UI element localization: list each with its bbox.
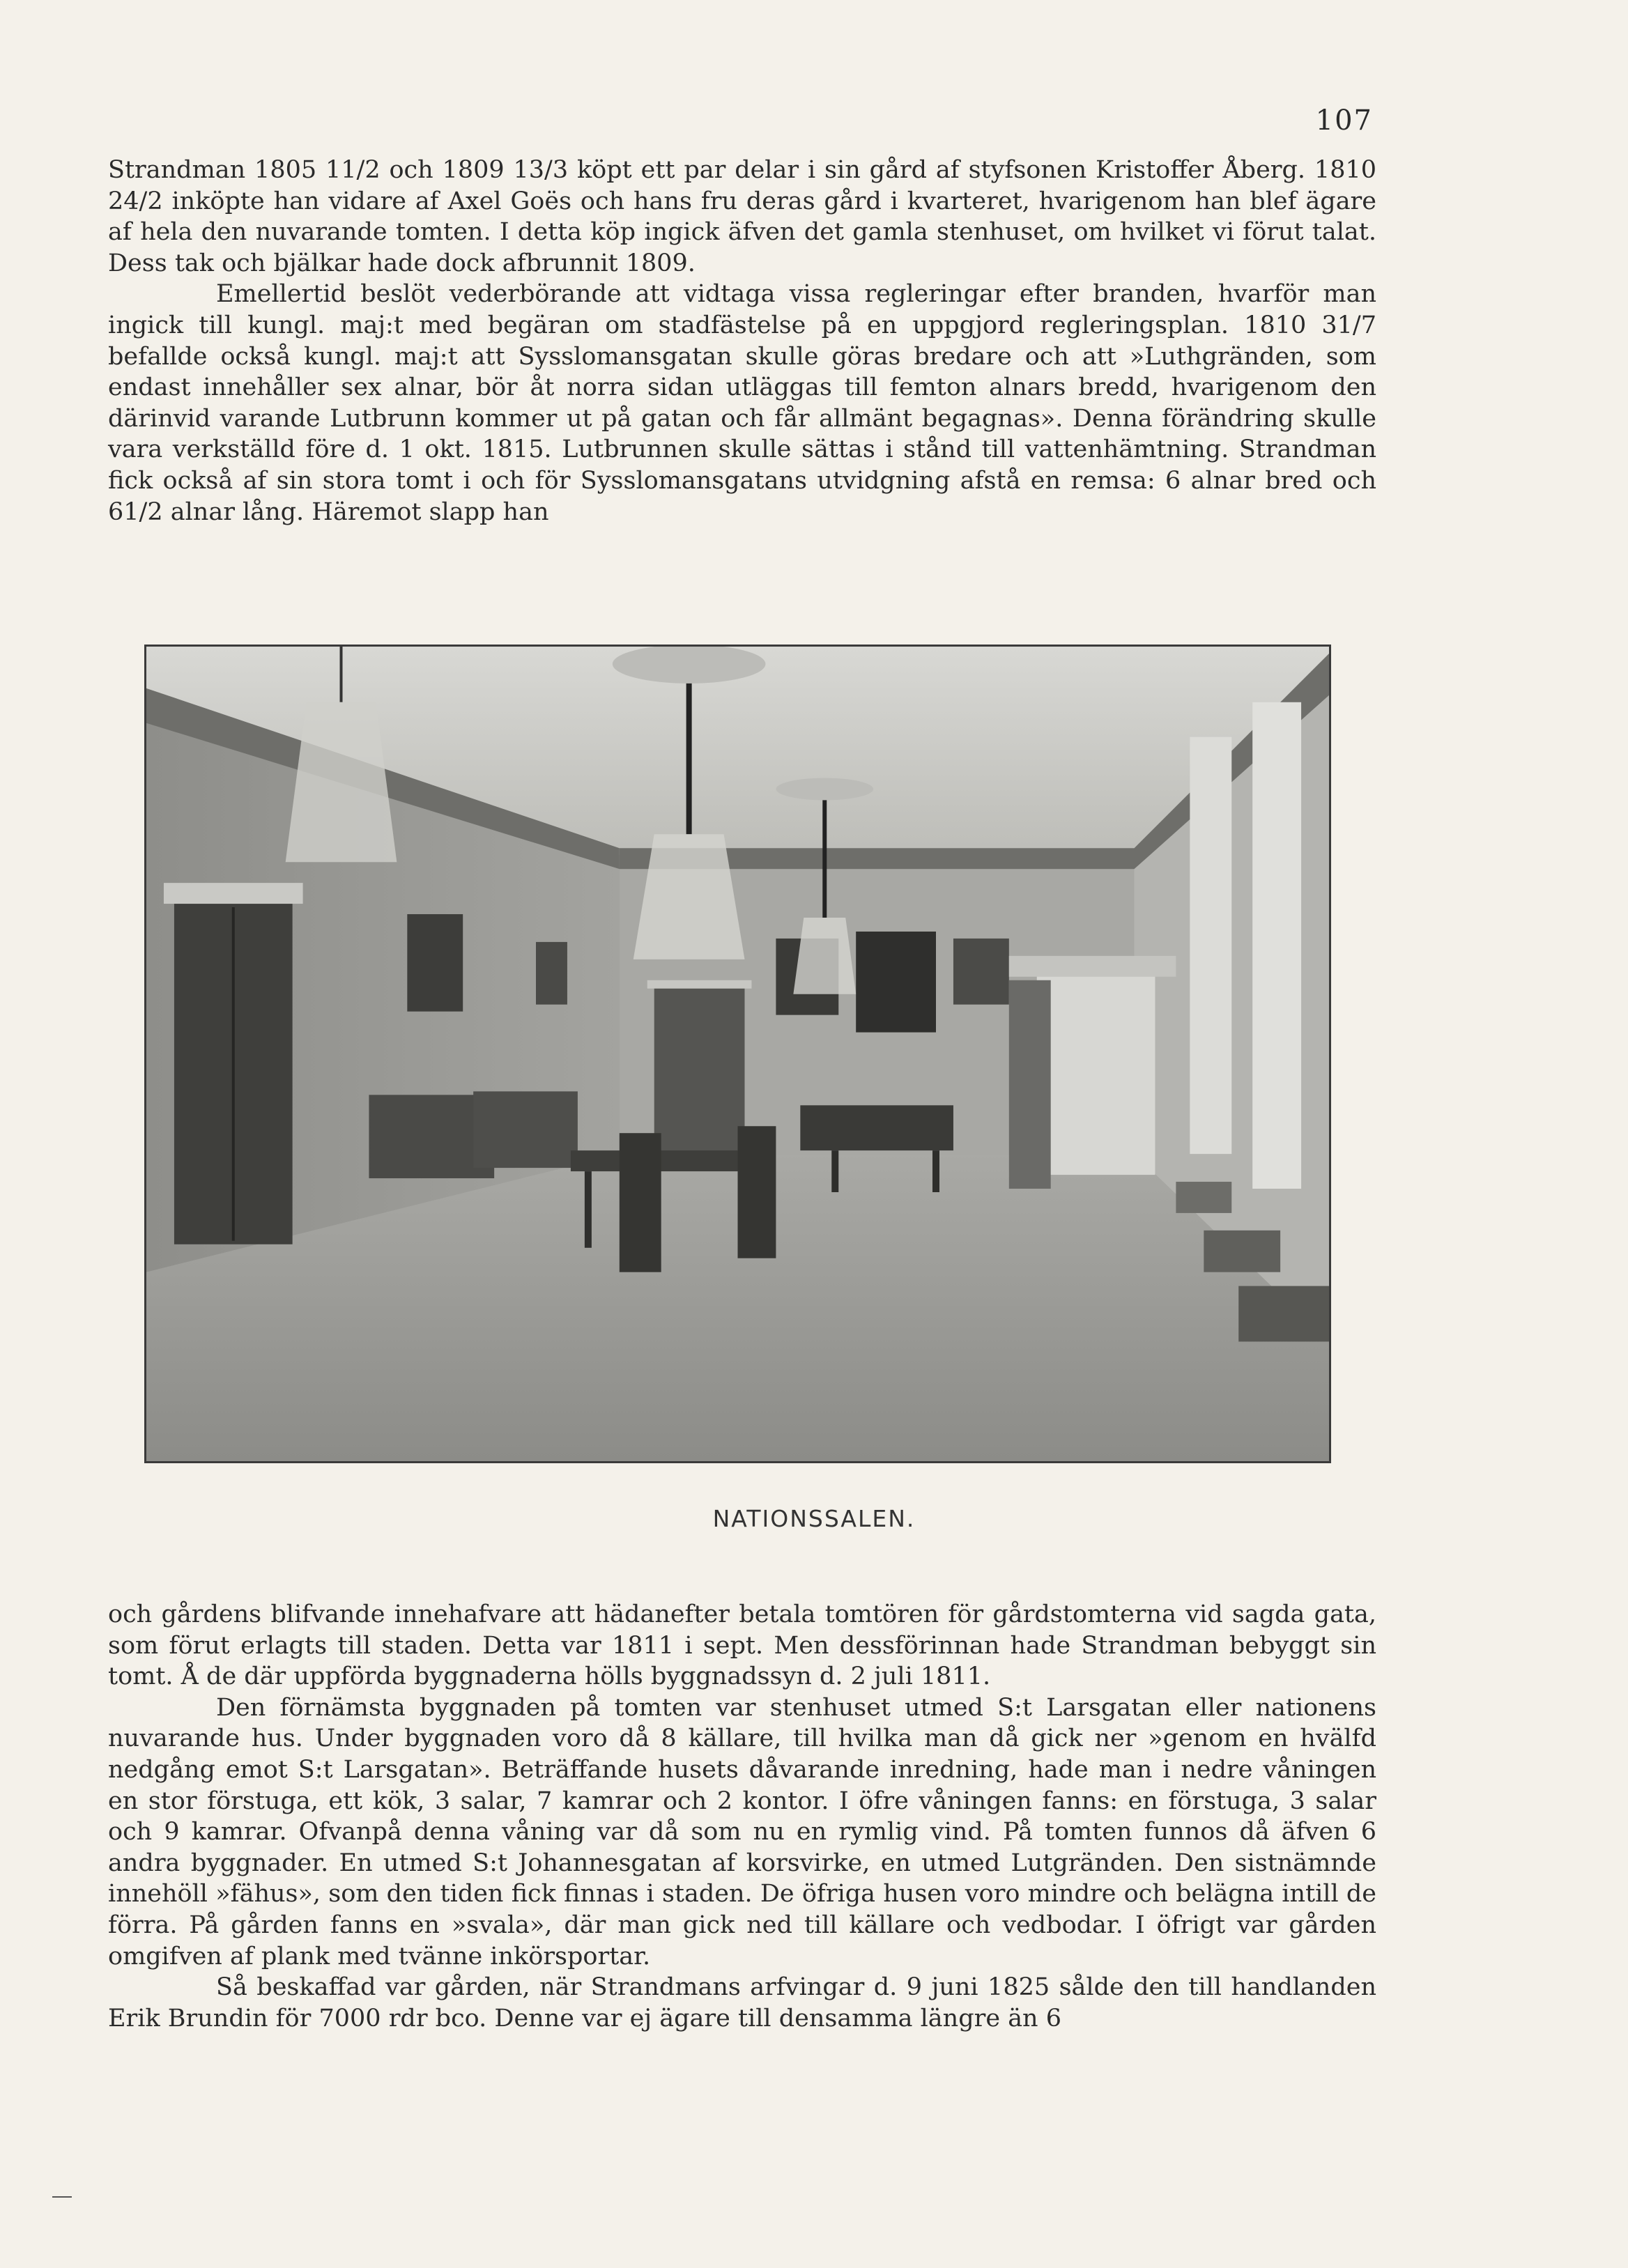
page-number: 107 (1315, 105, 1373, 137)
figure-caption: NATIONSSALEN. (712, 1505, 916, 1532)
paragraph: Den förnämsta byggnaden på tomten var stenhuset utmed S:t Larsgatan eller nationens nuvarande hus. Under byggnaden voro då 8 källare, till hvilka man då gick ner »genom en hvälfd nedgång emot S:t Larsgatan». Beträffande husets dåvarande inredning, hade man i nedre våningen en stor förstuga, ett kök, 3 salar, 7 kamrar och 2 kontor. I öfre våningen fanns: en förstuga, 3 salar och 9 kamrar. Ofvanpå denna våning var då som nu en rymlig vind. På tomten funnos då äfven 6 andra byggnader. En utmed S:t Johannesgatan af korsvirke, en utmed Lutgränden. Den sistnämnde innehöll »fähus», som den tiden fick finnas i staden. De öfriga husen voro mindre och belägna intill de förra. På gården fanns en »svala», där man gick ned till källare och vedbodar. I öfrigt var gården omgifven af plank med tvänne inkörsportar. (108, 1693, 1376, 1970)
bottom-text-block (108, 1599, 1376, 2034)
top-text-block (108, 155, 1376, 527)
paragraph: Emellertid beslöt vederbörande att vidtaga vissa regleringar efter branden, hvarför man ingick till kungl. maj:t med begäran om stadfästelse på en uppgjord regleringsplan. 1810 31/7 befallde också kungl. maj:t att Sysslomansgatan skulle göras bredare och att »Luthgränden, som endast innehåller sex alnar, bör åt norra sidan utläggas till femton alnars bredd, hvarigenom den därinvid varande Lutbrunn kommer ut på gatan och får allmänt begagnas». Denna förändring skulle vara verkställd före d. 1 okt. 1815. Lutbrunnen skulle sättas i stånd till vattenhämtning. Strandman fick också af sin stora tomt i och för Sysslomansgatans utvidgning afstå en remsa: 6 alnar bred och 61/2 alnar lång. Häremot slapp han (108, 280, 1376, 526)
margin-mark (52, 2196, 72, 2198)
paragraph: och gårdens blifvande innehafvare att hädanefter betala tomtören för gårdstomterna vid sagda gata, som förut erlagts till staden. Detta var 1811 i sept. Men dessförinnan hade Strandman bebyggt sin tomt. Å de där uppförda byggnaderna hölls byggnadssyn d. 2 juli 1811. (108, 1600, 1376, 1691)
nationssalen-photograph (144, 645, 1331, 1463)
paragraph: Så beskaffad var gården, när Strandmans arfvingar d. 9 juni 1825 sålde den till handlanden Erik Brundin för 7000 rdr bco. Denne var ej ägare till densamma längre än 6 (108, 1973, 1376, 2032)
room-illustration (146, 647, 1329, 1461)
paragraph: Strandman 1805 11/2 och 1809 13/3 köpt ett par delar i sin gård af styfsonen Kristoffer Åberg. 1810 24/2 inköpte han vidare af Axel Goës och hans fru deras gård i kvarteret, hvarigenom han blef ägare af hela den nuvarande tomten. I detta köp ingick äfven det gamla stenhuset, om hvilket vi förut talat. Dess tak och bjälkar hade dock afbrunnit 1809. (108, 156, 1376, 277)
